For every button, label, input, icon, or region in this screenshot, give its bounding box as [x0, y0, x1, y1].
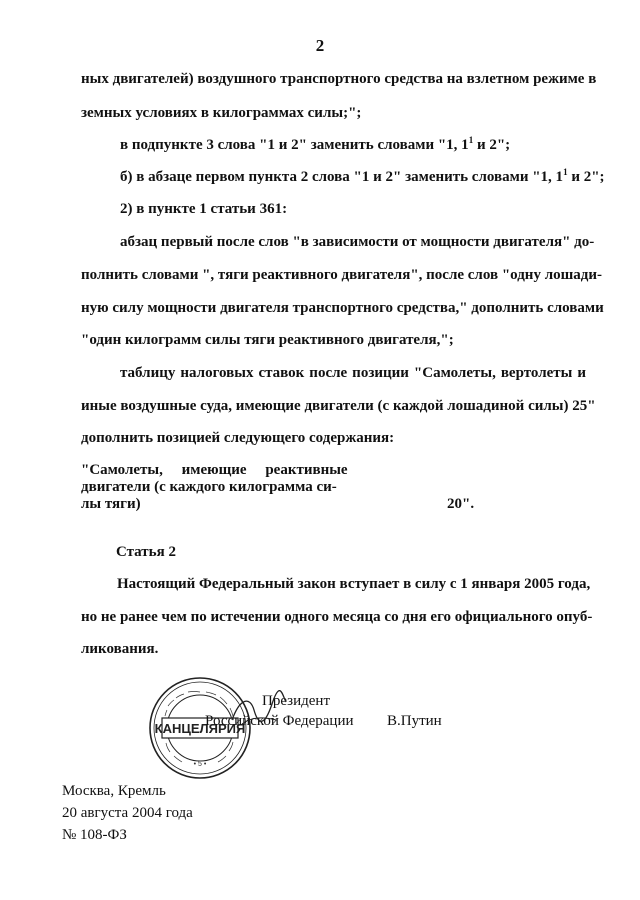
para5-line4: "один килограмм силы тяги реактивного двигателя,"; [81, 332, 454, 348]
para6-line1: таблицу налоговых ставок после позиции "Самолеты, вертолеты и [120, 365, 586, 381]
table-entry-line2: двигатели (с каждого килограмма си- [81, 479, 337, 495]
signature-title-line2: Российской Федерации [205, 713, 354, 729]
para3-post: и 2"; [567, 169, 605, 185]
para4: 2) в пункте 1 статьи 361: [120, 201, 288, 217]
footer-number: № 108-ФЗ [62, 827, 127, 843]
footer-place: Москва, Кремль [62, 783, 166, 799]
para2 [120, 136, 510, 154]
page-number: 2 [315, 36, 325, 55]
table-entry-line3: лы тяги) [81, 496, 141, 512]
article-text-line1: Настоящий Федеральный закон вступает в силу с 1 января 2005 года, [117, 576, 591, 592]
para2-pre: в подпункте 3 слова "1 и 2" заменить словами "1, 1 [120, 137, 469, 153]
para5-line2: полнить словами ", тяги реактивного двигателя", после слов "одну лошади- [81, 267, 603, 283]
para2-sup: 1 [468, 135, 474, 145]
article-heading: Статья 2 [116, 544, 176, 560]
article-text-line3: ликования. [81, 641, 159, 657]
para6-line3: дополнить позицией следующего содержания: [81, 430, 395, 446]
para3-sup: 1 [563, 167, 568, 177]
para5-line1: абзац первый после слов "в зависимости от мощности двигателя" до- [120, 234, 595, 250]
handwritten-signature [228, 690, 288, 732]
article-text-line2: но не ранее чем по истечении одного месяца со дня его официального опуб- [81, 609, 593, 625]
stamp-text: КАНЦЕЛЯРИЯ [154, 721, 246, 736]
svg-text:• 5 •: • 5 • [193, 761, 207, 768]
table-entry-line1: "Самолеты, имеющие реактивные [81, 462, 348, 478]
para1-line2: земных условиях в килограммах силы;"; [81, 105, 362, 121]
signature-name: В.Путин [387, 713, 442, 729]
para3-pre: б) в абзаце первом пункта 2 слова "1 и 2" заменить словами "1, 1 [120, 169, 564, 185]
signature-title-line1: Президент [262, 693, 330, 709]
table-entry-value: 20". [447, 496, 475, 512]
para6-line2: иные воздушные суда, имеющие двигатели (с каждой лошадиной силы) 25" [81, 398, 596, 414]
para3 [120, 168, 605, 186]
footer-date: 20 августа 2004 года [62, 805, 193, 821]
para2-post: и 2"; [473, 137, 511, 153]
para1-line1: ных двигателей) воздушного транспортного средства на взлетном режиме в [81, 71, 597, 87]
para5-line3: ную силу мощности двигателя транспортного средства," дополнить словами [81, 300, 604, 316]
